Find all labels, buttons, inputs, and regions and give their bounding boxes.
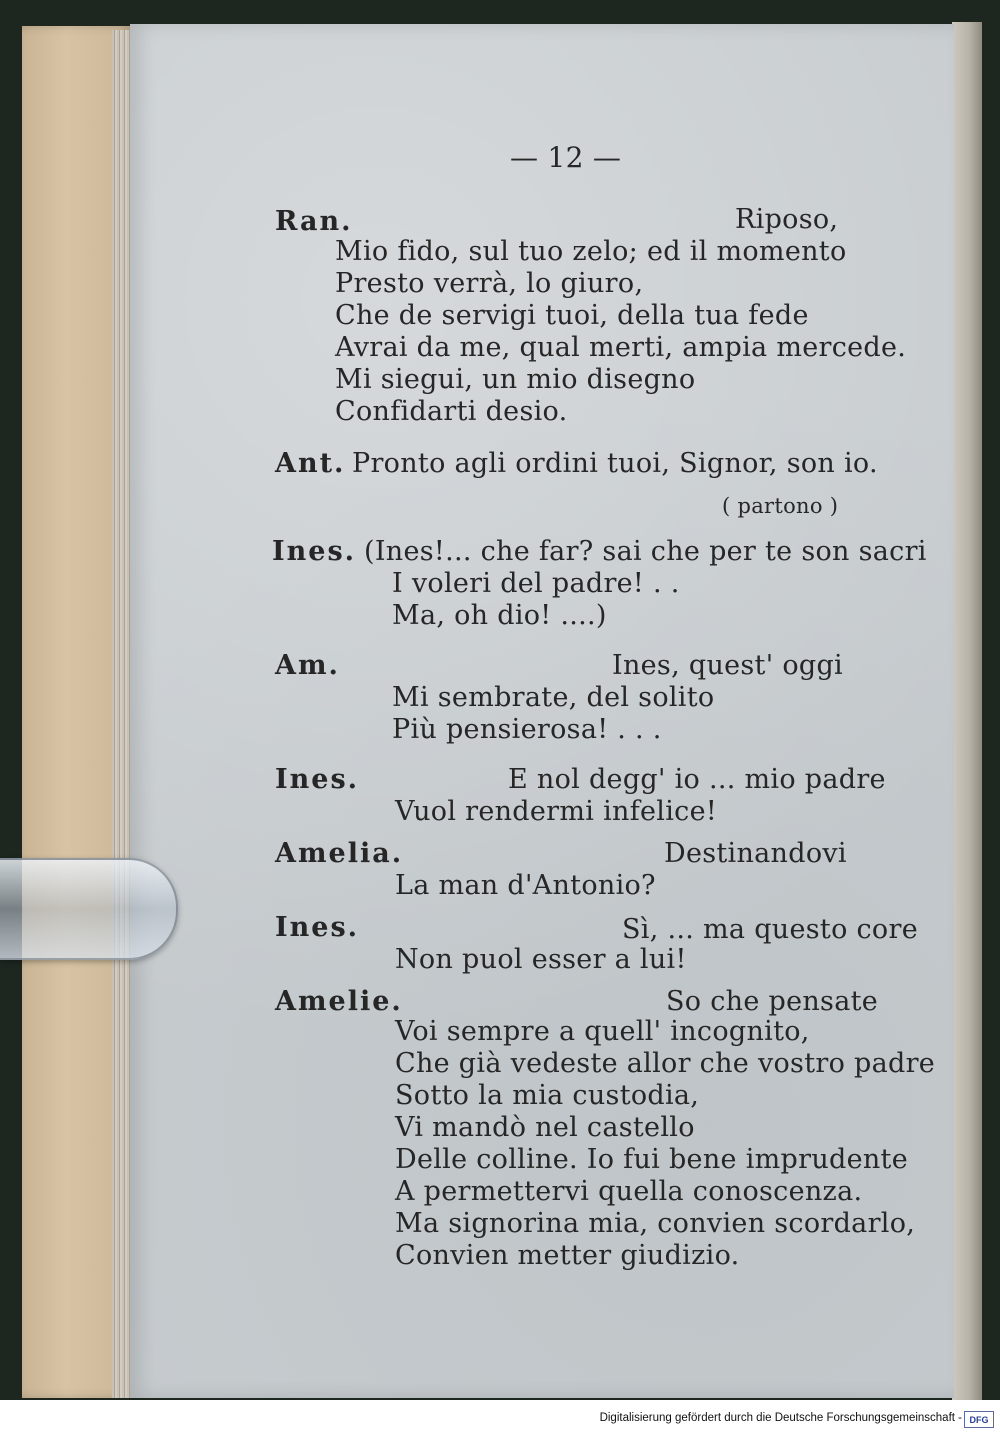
verse-line: Ines, quest' oggi [612,650,843,681]
verse-line: Ma signorina mia, convien scordarlo, [395,1208,916,1239]
verse-line: Mio fido, sul tuo zelo; ed il momento [335,236,847,267]
verse-line: Confidarti desio. [335,396,568,427]
verse-line: Riposo, [735,204,839,235]
verse-line: Vi mandò nel castello [395,1112,695,1143]
verse-line: Delle colline. Io fui bene imprudente [395,1144,908,1175]
verse-line: Vuol rendermi infelice! [395,796,718,827]
speaker-label: Ran. [275,206,353,237]
speaker-label: Am. [275,650,340,681]
verse-line: So che pensate [666,986,879,1017]
footer-bar [0,1400,1000,1436]
verse-line: Avrai da me, qual merti, ampia mercede. [335,332,907,363]
speaker-label: Amelia. [275,838,404,869]
speaker-label: Ines. [272,536,357,567]
verse-line: Mi sembrate, del solito [392,682,715,713]
speaker-label: Ines. [275,912,360,943]
verse-line: Presto verrà, lo giuro, [335,268,644,299]
verse-line: Sì, ... ma questo core [622,914,918,945]
verse-line: Ma, oh dio! ....) [392,600,607,631]
verse-line: Che de servigi tuoi, della tua fede [335,300,809,331]
verse-line: I voleri del padre! . . [392,568,680,599]
stage-direction: ( partono ) [722,494,839,518]
dfg-logo-icon: DFG [964,1411,994,1428]
speaker-label: Amelie. [275,986,403,1017]
verse-line: E nol degg' io ... mio padre [508,764,886,795]
verse-line: Voi sempre a quell' incognito, [395,1016,810,1047]
verse-line: Destinandovi [664,838,847,869]
verse-line: Pronto agli ordini tuoi, Signor, son io. [352,448,878,479]
verse-line: A permettervi quella conoscenza. [395,1176,863,1207]
page-number: — 12 — [510,141,622,174]
speaker-label: Ant. [275,448,346,479]
verse-line: Sotto la mia custodia, [395,1080,700,1111]
verse-line: Mi siegui, un mio disegno [335,364,696,395]
speaker-label: Ines. [275,764,360,795]
page-clip [0,858,178,960]
verse-line: Convien metter giudizio. [395,1240,740,1271]
verse-line: Non puol esser a lui! [395,944,687,975]
verse-line: Che già vedeste allor che vostro padre [395,1048,936,1079]
verse-line: La man d'Antonio? [395,870,656,901]
funding-credit: Digitalisierung gefördert durch die Deutsche Forschungsgemeinschaft - [599,1412,962,1424]
verse-line: (Ines!... che far? sai che per te son sacri [364,536,927,567]
verse-line: Più pensierosa! . . . [392,714,662,745]
